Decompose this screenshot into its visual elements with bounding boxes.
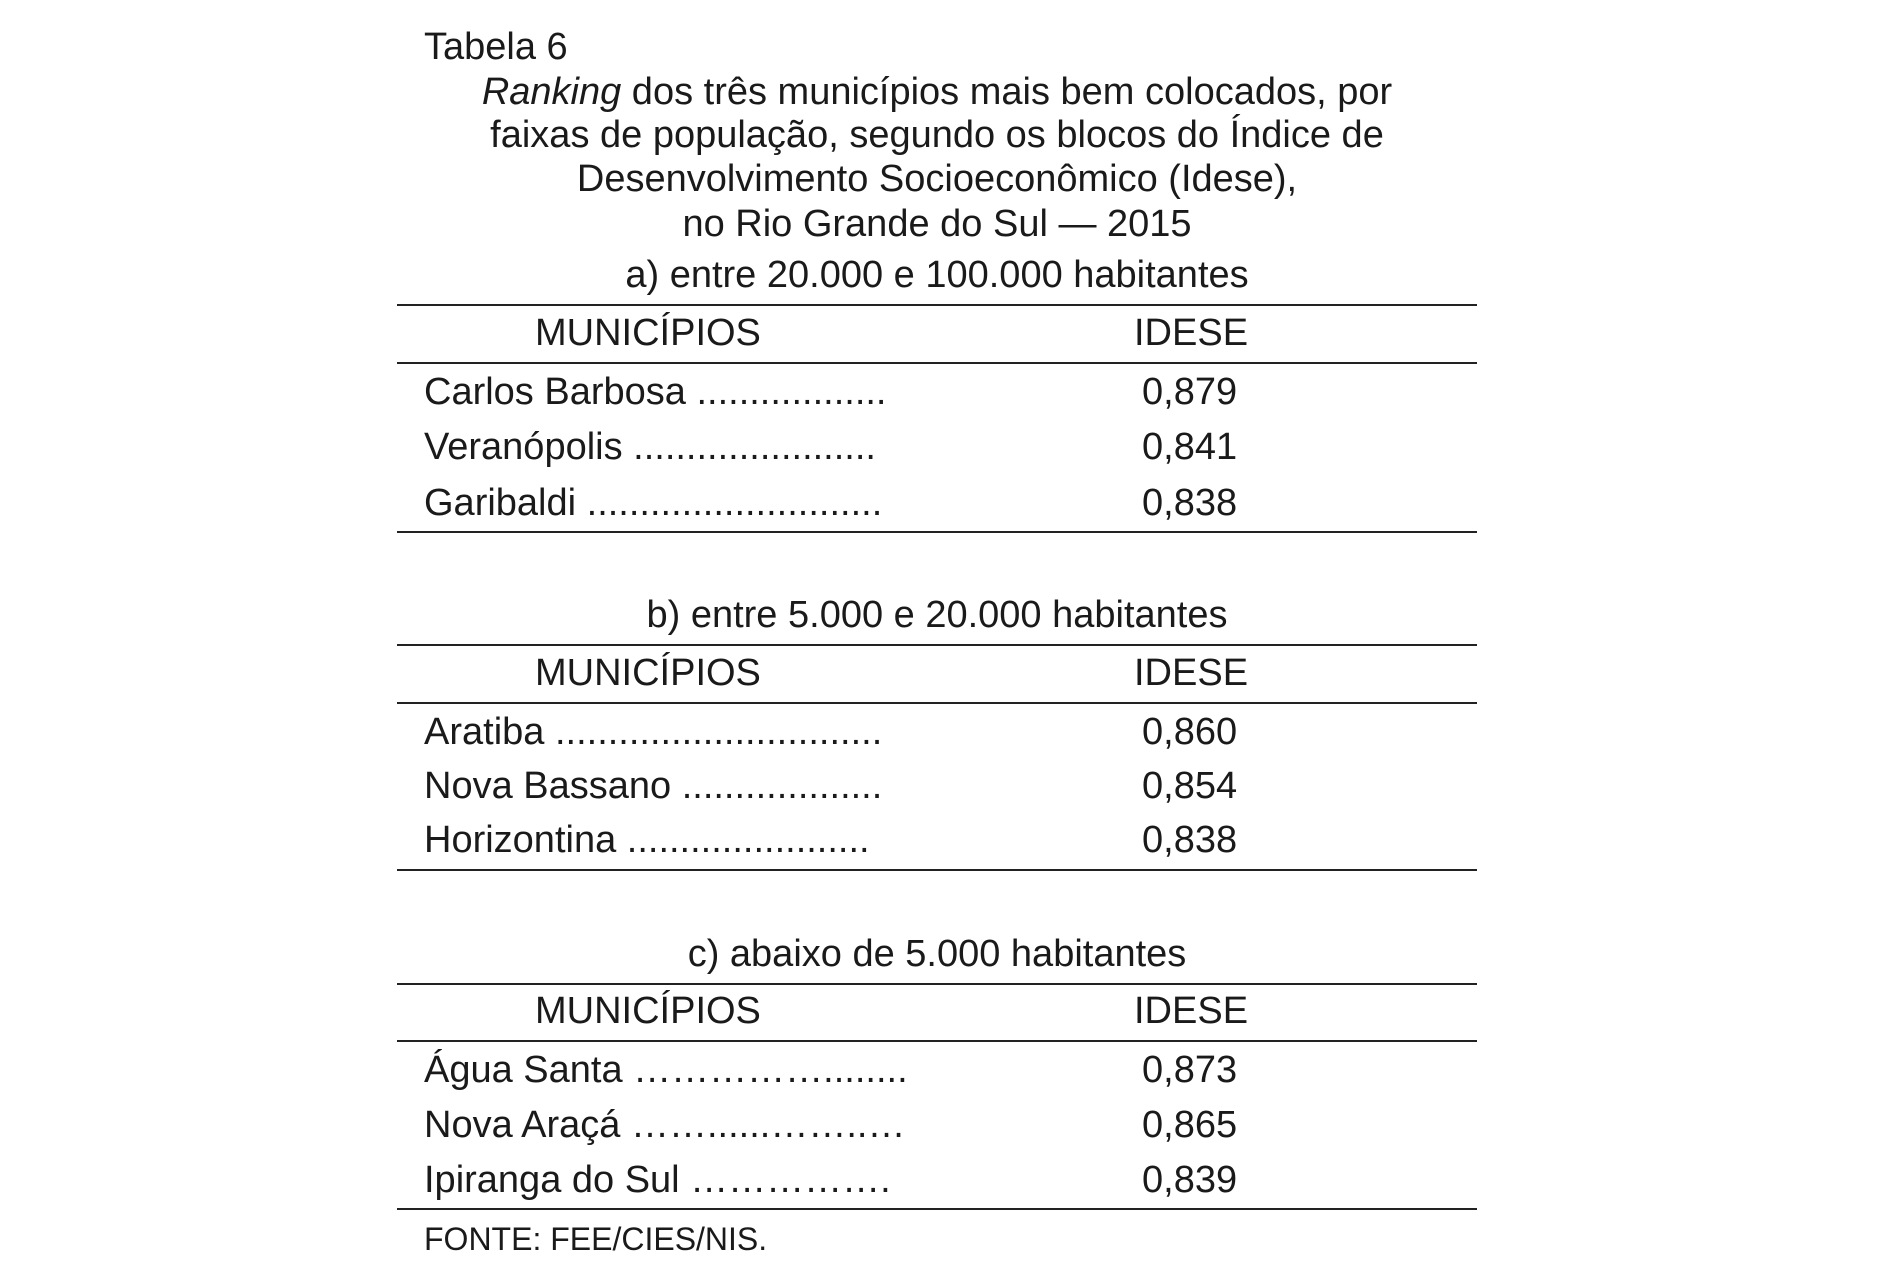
table-title-line-2: faixas de população, segundo os blocos do Índice de (490, 114, 1384, 156)
header-bottom-rule (397, 702, 1477, 704)
header-bottom-rule (397, 362, 1477, 364)
idese-value: 0,879 (1142, 371, 1238, 413)
header-top-rule (397, 983, 1477, 985)
section-subtitle: c) abaixo de 5.000 habitantes (687, 933, 1187, 975)
table-title-line-4: no Rio Grande do Sul — 2015 (682, 203, 1192, 245)
idese-value: 0,873 (1142, 1049, 1238, 1091)
idese-value: 0,838 (1142, 819, 1238, 861)
header-top-rule (397, 644, 1477, 646)
section-subtitle: b) entre 5.000 e 20.000 habitantes (646, 594, 1228, 636)
municipio-name: Ipiranga do Sul ……………. (424, 1159, 891, 1201)
column-header-municipios: MUNICÍPIOS (535, 652, 761, 694)
header-top-rule (397, 304, 1477, 306)
title-italic-word: Ranking (481, 71, 622, 113)
section-subtitle: a) entre 20.000 e 100.000 habitantes (625, 254, 1249, 296)
title-line-1-rest: dos três municípios mais bem colocados, por (621, 71, 1393, 113)
header-bottom-rule (397, 1040, 1477, 1042)
section-bottom-rule (397, 531, 1477, 533)
municipio-name: Horizontina ....................... (424, 819, 870, 861)
idese-value: 0,838 (1142, 482, 1238, 524)
column-header-idese: IDESE (1134, 990, 1249, 1032)
municipio-name: Nova Araçá ……......……..… (424, 1104, 906, 1146)
municipio-name: Veranópolis ....................... (424, 426, 876, 468)
idese-value: 0,854 (1142, 765, 1238, 807)
idese-value: 0,860 (1142, 711, 1238, 753)
column-header-idese: IDESE (1134, 312, 1249, 354)
column-header-municipios: MUNICÍPIOS (535, 990, 761, 1032)
section-bottom-rule (397, 869, 1477, 871)
section-bottom-rule (397, 1208, 1477, 1210)
municipio-name: Carlos Barbosa .................. (424, 371, 887, 413)
table-label: Tabela 6 (424, 26, 568, 68)
idese-value: 0,841 (1142, 426, 1238, 468)
idese-value: 0,839 (1142, 1159, 1238, 1201)
column-header-idese: IDESE (1134, 652, 1249, 694)
municipio-name: Garibaldi ............................ (424, 482, 883, 524)
idese-value: 0,865 (1142, 1104, 1238, 1146)
table-title-line-3: Desenvolvimento Socioeconômico (Idese), (576, 158, 1298, 200)
municipio-name: Nova Bassano ................... (424, 765, 883, 807)
column-header-municipios: MUNICÍPIOS (535, 312, 761, 354)
table-title-line-1 (397, 70, 1477, 114)
source-note: FONTE: FEE/CIES/NIS. (424, 1221, 768, 1257)
municipio-name: Água Santa ……………........ (424, 1049, 908, 1091)
municipio-name: Aratiba ............................... (424, 711, 883, 753)
